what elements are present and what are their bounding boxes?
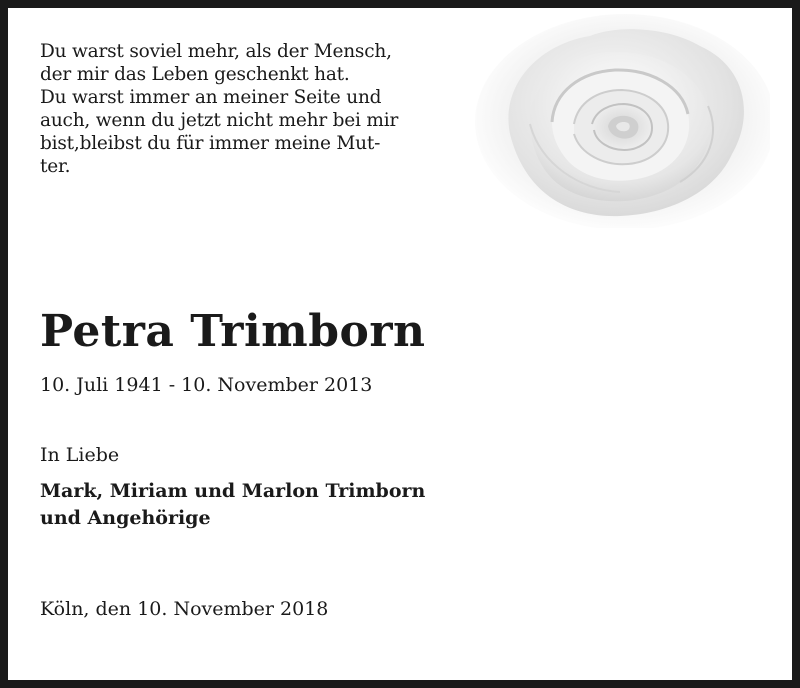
white-rose-icon	[470, 14, 770, 228]
mourner-line: und Angehörige	[40, 507, 211, 529]
poem-line: Du warst immer an meiner Seite und	[40, 87, 382, 108]
poem-line: auch, wenn du jetzt nicht mehr bei mir	[40, 110, 399, 131]
life-dates: 10. Juli 1941 - 10. November 2013	[40, 374, 373, 396]
mourners-list	[40, 478, 425, 532]
poem-line: ter.	[40, 156, 71, 177]
closing-greeting: In Liebe	[40, 444, 120, 466]
mourner-line: Mark, Miriam und Marlon Trimborn	[40, 480, 426, 502]
poem-line: der mir das Leben geschenkt hat.	[40, 64, 350, 85]
place-and-date: Köln, den 10. November 2018	[40, 598, 329, 620]
deceased-name: Petra Trimborn	[40, 306, 426, 357]
poem-line: Du warst soviel mehr, als der Mensch,	[40, 41, 392, 62]
memorial-poem	[40, 40, 440, 178]
poem-line: bist,bleibst du für immer meine Mut-	[40, 133, 381, 154]
